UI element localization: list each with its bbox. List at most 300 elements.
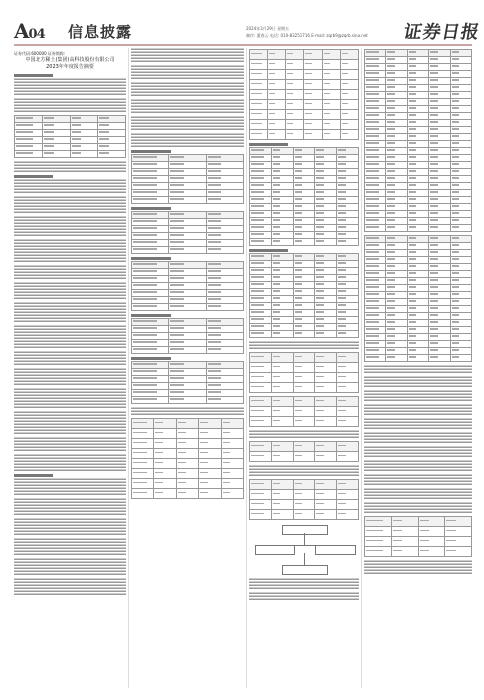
cell-text (338, 297, 346, 299)
table-cell (386, 57, 407, 64)
cell-text (452, 251, 459, 253)
data-table (249, 49, 359, 140)
cell-text (170, 220, 184, 222)
table-cell (365, 257, 386, 264)
table-cell (271, 225, 293, 232)
table-cell (450, 169, 471, 176)
cell-text (133, 320, 157, 322)
table-cell (429, 211, 450, 218)
table-cell (250, 373, 272, 383)
table-cell (337, 324, 359, 331)
cell-text (366, 121, 379, 123)
cell-text (133, 213, 157, 215)
table-cell (271, 480, 293, 490)
cell-text (338, 503, 346, 505)
cell-text (295, 366, 303, 368)
cell-text (223, 472, 231, 474)
cell-text (133, 370, 157, 372)
table-cell (340, 130, 358, 140)
table-cell (365, 537, 392, 547)
table-cell (132, 297, 169, 304)
cell-text (387, 272, 394, 274)
table-cell (337, 303, 359, 310)
body-paragraph (131, 407, 244, 416)
table-row (15, 151, 126, 158)
cell-text (287, 93, 293, 95)
table-cell (450, 71, 471, 78)
table-row (132, 262, 244, 269)
cell-text (338, 455, 346, 457)
table-cell (337, 442, 359, 452)
cell-text (338, 356, 346, 358)
cell-text (269, 63, 275, 65)
sub-heading (249, 249, 288, 252)
table-cell (42, 137, 70, 144)
cell-text (208, 234, 222, 236)
table-row (250, 289, 359, 296)
table-cell (206, 240, 243, 247)
table-cell (132, 390, 169, 397)
table-cell (365, 197, 386, 204)
cell-text (452, 198, 459, 200)
cell-text (273, 177, 281, 179)
table-cell (169, 197, 206, 204)
data-table (249, 352, 359, 393)
table-row (365, 197, 472, 204)
table-cell (407, 190, 428, 197)
cell-text (251, 269, 264, 271)
table-cell (293, 310, 315, 317)
table-row (132, 304, 244, 311)
body-paragraph (14, 388, 126, 409)
table-cell (315, 261, 337, 268)
table-cell (271, 218, 293, 225)
table-cell (250, 383, 272, 393)
cell-text (366, 58, 379, 60)
cell-text (295, 212, 303, 214)
table-row (365, 176, 472, 183)
table-cell (268, 130, 286, 140)
table-cell (169, 326, 206, 333)
cell-text (338, 198, 346, 200)
table-cell (221, 489, 243, 499)
table-cell (386, 211, 407, 218)
cell-text (324, 133, 330, 135)
cell-text (452, 335, 459, 337)
cell-text (200, 482, 208, 484)
cell-text (155, 482, 163, 484)
table-cell (429, 57, 450, 64)
cell-text (295, 325, 303, 327)
table-cell (450, 106, 471, 113)
table-cell (386, 355, 407, 362)
cell-text (273, 170, 281, 172)
table-row (365, 218, 472, 225)
table-cell (340, 70, 358, 80)
table-cell (132, 319, 169, 326)
cell-text (324, 83, 330, 85)
table-cell (271, 254, 293, 261)
table-cell (407, 299, 428, 306)
cell-text (251, 376, 264, 378)
table-cell (450, 355, 471, 362)
table-cell (206, 290, 243, 297)
table-cell (386, 190, 407, 197)
table-cell (450, 271, 471, 278)
cell-text (133, 348, 157, 350)
cell-text (251, 113, 262, 115)
table-row (365, 57, 472, 64)
cell-text (44, 145, 54, 147)
cell-text (316, 332, 324, 334)
table-cell (293, 353, 315, 363)
page-header (0, 0, 484, 44)
cell-text (273, 311, 281, 313)
table-cell (250, 500, 272, 510)
table-cell (340, 60, 358, 70)
table-cell (286, 80, 304, 90)
table-cell (429, 236, 450, 243)
table-cell (391, 527, 418, 537)
cell-text (324, 63, 330, 65)
cell-text (273, 283, 281, 285)
table-row (132, 290, 244, 297)
table-cell (132, 290, 169, 297)
cell-text (133, 241, 157, 243)
table-cell (221, 439, 243, 449)
cell-text (251, 53, 262, 55)
table-cell (250, 190, 272, 197)
table-cell (250, 90, 268, 100)
table-cell (286, 120, 304, 130)
cell-text (208, 370, 222, 372)
table-cell (315, 148, 337, 155)
page-number: A04 (14, 19, 45, 43)
table-cell (365, 313, 386, 320)
body-paragraph (14, 411, 126, 435)
table-cell (206, 219, 243, 226)
table-cell (337, 268, 359, 275)
table-cell (365, 148, 386, 155)
table-cell (337, 480, 359, 490)
cell-text (387, 293, 394, 295)
table-cell (169, 276, 206, 283)
cell-text (251, 311, 264, 313)
cell-text (208, 377, 222, 379)
table-row (250, 70, 359, 80)
table-cell (407, 120, 428, 127)
table-cell (250, 452, 272, 462)
cell-text (178, 422, 186, 424)
cell-text (387, 121, 394, 123)
table-cell (450, 278, 471, 285)
table-cell (169, 376, 206, 383)
table-cell (315, 218, 337, 225)
cell-text (452, 156, 459, 158)
cell-text (338, 410, 346, 412)
cell-text (366, 191, 379, 193)
table-cell (286, 60, 304, 70)
cell-text (44, 117, 54, 119)
cell-text (316, 376, 324, 378)
table-cell (407, 236, 428, 243)
cell-text (409, 156, 416, 158)
cell-text (170, 156, 184, 158)
cell-text (170, 398, 184, 400)
cell-text (409, 100, 416, 102)
diagram-line (304, 533, 305, 545)
table-row (15, 123, 126, 130)
cell-text (133, 327, 157, 329)
table-cell (169, 262, 206, 269)
table-cell (250, 50, 268, 60)
cell-text (387, 142, 394, 144)
cell-text (316, 318, 324, 320)
table-cell (132, 333, 169, 340)
table-cell (407, 64, 428, 71)
table-cell (407, 320, 428, 327)
cell-text (430, 100, 437, 102)
cell-text (251, 184, 264, 186)
table-cell (340, 100, 358, 110)
table-cell (386, 92, 407, 99)
cell-text (387, 191, 394, 193)
table-cell (337, 383, 359, 393)
table-cell (407, 50, 428, 57)
body-paragraph (14, 325, 126, 349)
cell-text (208, 384, 222, 386)
cell-text (295, 198, 303, 200)
table-cell (15, 130, 43, 137)
cell-text (251, 290, 264, 292)
cell-text (316, 177, 324, 179)
cell-text (338, 149, 346, 151)
cell-text (170, 177, 184, 179)
table-cell (206, 190, 243, 197)
table-cell (169, 269, 206, 276)
cell-text (387, 128, 394, 130)
cell-text (430, 58, 437, 60)
cell-text (295, 262, 303, 264)
table-cell (391, 547, 418, 557)
table-row (250, 155, 359, 162)
cell-text (295, 332, 303, 334)
table-cell (337, 296, 359, 303)
cell-text (251, 410, 264, 412)
table-cell (365, 348, 386, 355)
table-cell (271, 303, 293, 310)
table-cell (268, 50, 286, 60)
cell-text (387, 198, 394, 200)
cell-text (338, 445, 346, 447)
table-cell (206, 347, 243, 354)
table-cell (365, 106, 386, 113)
cell-text (155, 492, 163, 494)
table-cell (169, 319, 206, 326)
body-paragraph (249, 341, 359, 350)
cell-text (366, 314, 379, 316)
cell-text (295, 410, 303, 412)
cell-text (316, 170, 324, 172)
table-cell (450, 341, 471, 348)
cell-text (430, 184, 437, 186)
table-cell (429, 327, 450, 334)
table-cell (268, 80, 286, 90)
cell-text (342, 113, 348, 115)
table-row (365, 120, 472, 127)
table-row (365, 355, 472, 362)
table-cell (450, 64, 471, 71)
table-cell (450, 313, 471, 320)
body-paragraph (14, 478, 126, 496)
cell-text (273, 455, 281, 457)
table-row (250, 500, 359, 510)
table-cell (250, 324, 272, 331)
cell-text (452, 163, 459, 165)
cell-text (409, 219, 416, 221)
cell-text (178, 492, 186, 494)
table-row (250, 480, 359, 490)
cell-text (295, 177, 303, 179)
table-cell (271, 353, 293, 363)
table-cell (429, 225, 450, 232)
cell-text (133, 482, 147, 484)
table-cell (293, 239, 315, 246)
table-cell (250, 148, 272, 155)
table-cell (293, 510, 315, 520)
table-row (250, 80, 359, 90)
table-cell (407, 113, 428, 120)
table-row (250, 239, 359, 246)
table-cell (268, 60, 286, 70)
cell-text (251, 198, 264, 200)
cell-text (273, 276, 281, 278)
cell-text (251, 304, 264, 306)
cell-text (133, 305, 157, 307)
cell-text (200, 492, 208, 494)
cell-text (295, 503, 303, 505)
cell-text (251, 93, 262, 95)
cell-text (170, 234, 184, 236)
table-cell (429, 257, 450, 264)
table-cell (337, 239, 359, 246)
table-cell (322, 100, 340, 110)
table-cell (315, 303, 337, 310)
table-cell (176, 479, 198, 489)
table-cell (315, 275, 337, 282)
table-cell (337, 261, 359, 268)
cell-text (208, 341, 222, 343)
column-1 (14, 48, 126, 690)
table-cell (132, 347, 169, 354)
table-row (365, 299, 472, 306)
cell-text (366, 335, 379, 337)
cell-text (387, 321, 394, 323)
cell-text (387, 100, 394, 102)
table-cell (337, 363, 359, 373)
table-cell (407, 176, 428, 183)
cell-text (409, 251, 416, 253)
cell-text (251, 212, 264, 214)
table-row (250, 204, 359, 211)
cell-text (452, 300, 459, 302)
table-cell (365, 141, 386, 148)
cell-text (44, 124, 54, 126)
cell-text (269, 133, 275, 135)
cell-text (208, 284, 222, 286)
cell-text (387, 314, 394, 316)
cell-text (72, 152, 82, 154)
table-cell (293, 490, 315, 500)
cell-text (295, 297, 303, 299)
cell-text (338, 276, 346, 278)
data-table (131, 261, 244, 311)
table-cell (407, 197, 428, 204)
cell-text (72, 131, 82, 133)
cell-text (338, 290, 346, 292)
cell-text (287, 53, 293, 55)
cell-text (430, 79, 437, 81)
cell-text (452, 328, 459, 330)
table-row (365, 547, 472, 557)
cell-text (170, 291, 184, 293)
cell-text (338, 513, 346, 515)
cell-text (338, 240, 346, 242)
table-cell (450, 236, 471, 243)
cell-text (393, 540, 403, 542)
cell-text (409, 128, 416, 130)
table-cell (304, 100, 322, 110)
table-cell (315, 480, 337, 490)
table-cell (42, 130, 70, 137)
cell-text (452, 226, 459, 228)
cell-text (409, 163, 416, 165)
table-cell (386, 306, 407, 313)
table-cell (337, 254, 359, 261)
cell-text (366, 79, 379, 81)
table-cell (429, 197, 450, 204)
cell-text (208, 270, 222, 272)
cell-text (170, 391, 184, 393)
cell-text (430, 149, 437, 151)
table-cell (221, 429, 243, 439)
table-row (250, 100, 359, 110)
cell-text (452, 177, 459, 179)
table-cell (315, 331, 337, 338)
cell-text (273, 304, 281, 306)
cell-text (452, 100, 459, 102)
table-cell (429, 148, 450, 155)
table-cell (315, 363, 337, 373)
table-cell (271, 197, 293, 204)
cell-text (133, 177, 157, 179)
cell-text (273, 513, 281, 515)
cell-text (269, 73, 275, 75)
table-cell (15, 123, 43, 130)
table-cell (365, 92, 386, 99)
table-cell (337, 373, 359, 383)
cell-text (133, 472, 147, 474)
table-cell (315, 417, 337, 427)
table-cell (132, 304, 169, 311)
cell-text (409, 198, 416, 200)
table-cell (337, 331, 359, 338)
table-cell (315, 183, 337, 190)
cell-text (366, 226, 379, 228)
header-rule (14, 44, 472, 46)
table-cell (386, 218, 407, 225)
cell-text (305, 103, 311, 105)
